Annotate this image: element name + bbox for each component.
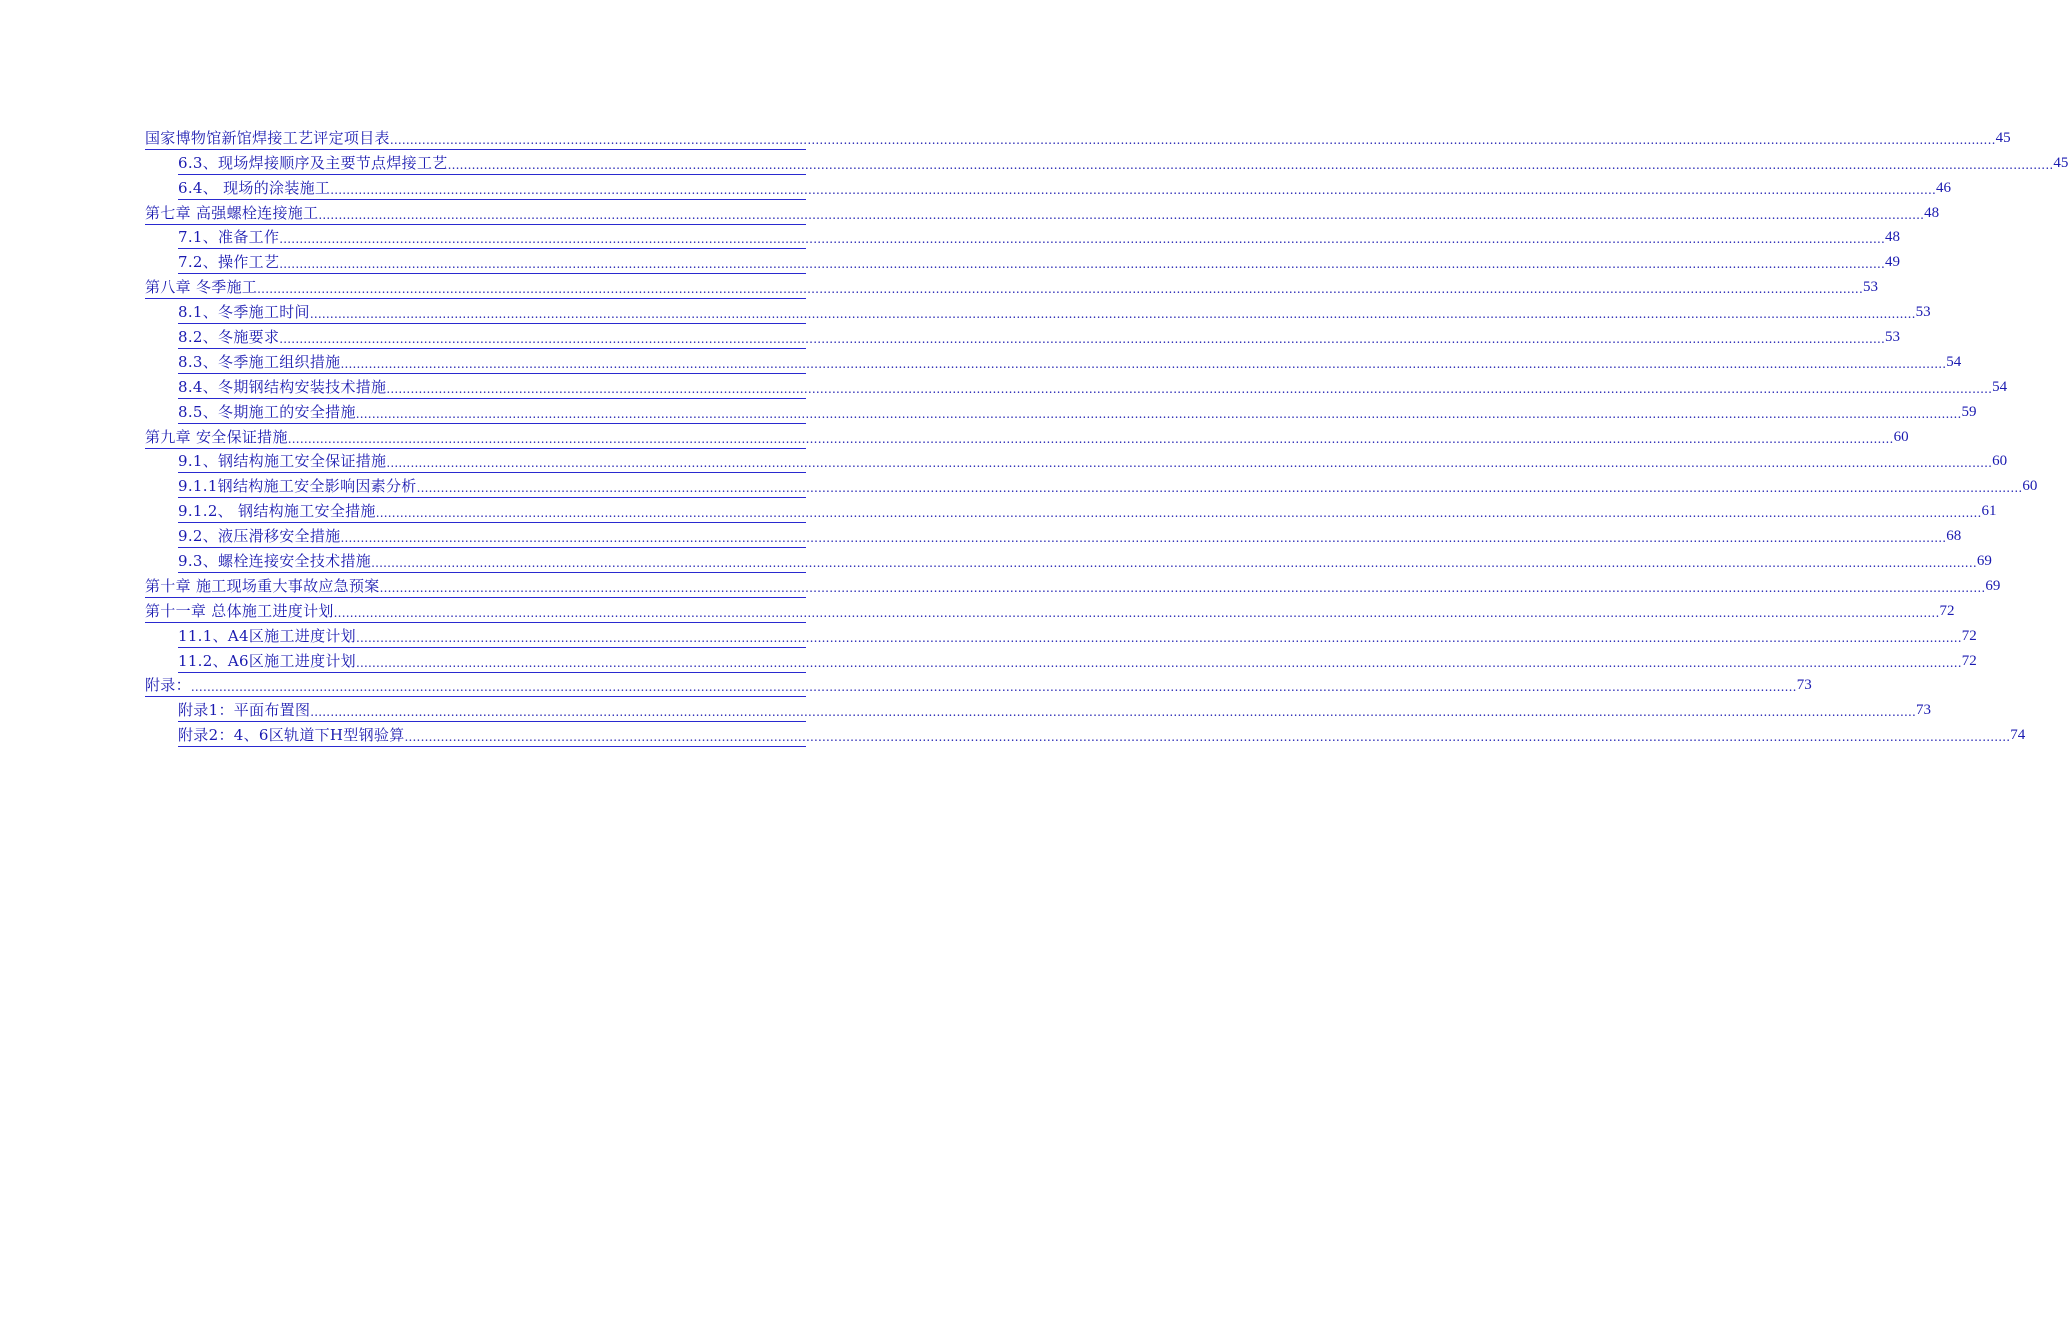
toc-link-section[interactable] xyxy=(178,722,2026,747)
toc-row xyxy=(145,424,1909,449)
toc-link-section[interactable] xyxy=(178,349,1962,374)
toc-link-section[interactable] xyxy=(178,548,1992,573)
toc-dot-leader: ................................................................................................................................................................................................................................................................................................................................................................................................................ xyxy=(279,257,1886,272)
toc-link-section[interactable] xyxy=(178,697,1932,722)
toc-row xyxy=(145,523,1962,548)
toc-dot-leader: ................................................................................................................................................................................................................................................................................................................................................................................................................ xyxy=(379,580,1986,595)
toc-row xyxy=(145,449,2008,474)
toc-entry-page: 48 xyxy=(1885,229,1901,246)
toc-entry-title: 第七章 高强螺栓连接施工 xyxy=(145,203,319,222)
toc-entry-title: 7.2、操作工艺 xyxy=(178,253,280,272)
toc-entry-title: 国家博物馆新馆焊接工艺评定项目表 xyxy=(145,128,390,147)
toc-row xyxy=(145,573,2001,598)
toc-link-chapter[interactable] xyxy=(145,598,1955,623)
toc-row xyxy=(145,623,1977,648)
toc-link-chapter[interactable] xyxy=(145,200,1940,225)
toc-entry-page: 69 xyxy=(1985,577,2001,594)
toc-entry-page: 45 xyxy=(1995,129,2011,146)
toc-link-section[interactable] xyxy=(178,648,1977,673)
toc-entry-title: 8.2、冬施要求 xyxy=(178,328,280,347)
toc-row xyxy=(145,697,1932,722)
toc-dot-leader: ................................................................................................................................................................................................................................................................................................................................................................................................................ xyxy=(340,356,1947,371)
toc-link-section[interactable] xyxy=(178,150,2068,175)
toc-dot-leader: ................................................................................................................................................................................................................................................................................................................................................................................................................ xyxy=(318,207,1925,222)
toc-row xyxy=(145,324,1901,349)
toc-link-section[interactable] xyxy=(178,225,1901,250)
toc-link-section[interactable] xyxy=(178,399,1977,424)
toc-entry-title: 11.1、A4区施工进度计划 xyxy=(178,626,356,645)
toc-entry-title: 9.3、螺栓连接安全技术措施 xyxy=(178,552,372,571)
toc-dot-leader: ................................................................................................................................................................................................................................................................................................................................................................................................................ xyxy=(330,182,1937,197)
toc-dot-leader: ................................................................................................................................................................................................................................................................................................................................................................................................................ xyxy=(386,381,1993,396)
toc-dot-leader: ................................................................................................................................................................................................................................................................................................................................................................................................................ xyxy=(355,630,1962,645)
toc-dot-leader: ................................................................................................................................................................................................................................................................................................................................................................................................................ xyxy=(371,556,1977,571)
toc-entry-title: 6.3、现场焊接顺序及主要节点焊接工艺 xyxy=(178,153,448,172)
toc-dot-leader: ................................................................................................................................................................................................................................................................................................................................................................................................................ xyxy=(190,680,1797,695)
toc-dot-leader: ................................................................................................................................................................................................................................................................................................................................................................................................................ xyxy=(333,605,1940,620)
toc-dot-leader: ................................................................................................................................................................................................................................................................................................................................................................................................................ xyxy=(257,282,1863,297)
toc-dot-leader: ................................................................................................................................................................................................................................................................................................................................................................................................................ xyxy=(416,481,2023,496)
toc-entry-page: 54 xyxy=(1946,353,1962,370)
toc-entry-title: 9.1、钢结构施工安全保证措施 xyxy=(178,452,387,471)
toc-entry-page: 46 xyxy=(1936,179,1952,196)
toc-row xyxy=(145,299,1931,324)
toc-entry-page: 69 xyxy=(1976,553,1992,570)
toc-entry-page: 74 xyxy=(2010,727,2026,744)
toc-dot-leader: ................................................................................................................................................................................................................................................................................................................................................................................................................ xyxy=(389,132,1996,147)
toc-entry-page: 53 xyxy=(1915,304,1931,321)
toc-link-section[interactable] xyxy=(178,473,2038,498)
toc-entry-page: 73 xyxy=(1796,677,1812,694)
toc-row xyxy=(145,175,1952,200)
toc-link-chapter[interactable] xyxy=(145,673,1812,698)
toc-row xyxy=(145,249,1901,274)
toc-link-section[interactable] xyxy=(178,374,2008,399)
toc-entry-page: 59 xyxy=(1961,403,1977,420)
toc-row xyxy=(145,150,2068,175)
toc-row xyxy=(145,498,1997,523)
toc-entry-title: 7.1、准备工作 xyxy=(178,228,280,247)
toc-dot-leader: ................................................................................................................................................................................................................................................................................................................................................................................................................ xyxy=(340,531,1947,546)
toc-dot-leader: ................................................................................................................................................................................................................................................................................................................................................................................................................ xyxy=(279,232,1886,247)
toc-entry-page: 60 xyxy=(1992,453,2008,470)
toc-link-section[interactable] xyxy=(178,623,1977,648)
toc-row xyxy=(145,548,1992,573)
toc-row xyxy=(145,349,1962,374)
toc-entry-title: 8.4、冬期钢结构安装技术措施 xyxy=(178,377,387,396)
toc-link-section[interactable] xyxy=(178,249,1901,274)
toc-entry-title: 9.2、液压滑移安全措施 xyxy=(178,527,341,546)
toc-entry-page: 53 xyxy=(1862,279,1878,296)
toc-row xyxy=(145,200,1940,225)
toc-entry-page: 73 xyxy=(1916,702,1932,719)
toc-entry-title: 第十一章 总体施工进度计划 xyxy=(145,601,334,620)
toc-link-section[interactable] xyxy=(178,175,1952,200)
toc-entry-title: 第九章 安全保证措施 xyxy=(145,427,288,446)
toc-link-chapter[interactable] xyxy=(145,573,2001,598)
toc-entry-page: 61 xyxy=(1981,503,1997,520)
toc-link-section[interactable] xyxy=(178,498,1997,523)
toc-link-chapter[interactable] xyxy=(145,125,2011,150)
toc-row xyxy=(145,648,1977,673)
toc-link-section[interactable] xyxy=(178,299,1931,324)
toc-dot-leader: ................................................................................................................................................................................................................................................................................................................................................................................................................ xyxy=(355,655,1962,670)
toc-dot-leader: ................................................................................................................................................................................................................................................................................................................................................................................................................ xyxy=(355,406,1962,421)
toc-dot-leader: ................................................................................................................................................................................................................................................................................................................................................................................................................ xyxy=(309,307,1916,322)
toc-entry-page: 45 xyxy=(2053,154,2068,171)
toc-link-section[interactable] xyxy=(178,324,1901,349)
toc-row xyxy=(145,673,1812,698)
toc-entry-page: 72 xyxy=(1961,652,1977,669)
toc-link-chapter[interactable] xyxy=(145,424,1909,449)
toc-entry-page: 72 xyxy=(1939,602,1955,619)
toc-entry-page: 72 xyxy=(1961,627,1977,644)
toc-entry-page: 60 xyxy=(1893,428,1909,445)
toc-dot-leader: ................................................................................................................................................................................................................................................................................................................................................................................................................ xyxy=(447,157,2054,172)
toc-entry-page: 68 xyxy=(1946,528,1962,545)
toc-row xyxy=(145,473,2038,498)
toc-entry-title: 8.3、冬季施工组织措施 xyxy=(178,352,341,371)
toc-entry-title: 9.1.1钢结构施工安全影响因素分析 xyxy=(178,477,417,496)
toc-link-section[interactable] xyxy=(178,449,2008,474)
toc-entry-page: 53 xyxy=(1885,329,1901,346)
toc-entry-title: 附录： xyxy=(145,676,191,695)
toc-entry-title: 附录2：4、6区轨道下H型钢验算 xyxy=(178,726,405,745)
toc-entry-title: 9.1.2、 钢结构施工安全措施 xyxy=(178,502,376,521)
toc-dot-leader: ................................................................................................................................................................................................................................................................................................................................................................................................................ xyxy=(404,730,2011,745)
toc-row xyxy=(145,598,1955,623)
toc-entry-title: 6.4、 现场的涂装施工 xyxy=(178,178,331,197)
toc-row xyxy=(145,399,1977,424)
toc-entry-page: 49 xyxy=(1885,254,1901,271)
toc-dot-leader: ................................................................................................................................................................................................................................................................................................................................................................................................................ xyxy=(386,456,1993,471)
toc-link-section[interactable] xyxy=(178,523,1962,548)
toc-link-chapter[interactable] xyxy=(145,274,1878,299)
toc-entry-title: 8.5、冬期施工的安全措施 xyxy=(178,402,356,421)
toc-row xyxy=(145,274,1878,299)
toc-row xyxy=(145,374,2008,399)
table-of-contents xyxy=(145,125,2068,747)
toc-row xyxy=(145,125,2011,150)
toc-row xyxy=(145,225,1901,250)
toc-entry-title: 11.2、A6区施工进度计划 xyxy=(178,651,356,670)
toc-dot-leader: ................................................................................................................................................................................................................................................................................................................................................................................................................ xyxy=(310,705,1917,720)
toc-entry-page: 54 xyxy=(1992,378,2008,395)
toc-entry-title: 8.1、冬季施工时间 xyxy=(178,303,310,322)
toc-entry-title: 附录1：平面布置图 xyxy=(178,701,311,720)
toc-dot-leader: ................................................................................................................................................................................................................................................................................................................................................................................................................ xyxy=(375,506,1982,521)
toc-row xyxy=(145,722,2026,747)
toc-entry-page: 60 xyxy=(2022,478,2038,495)
toc-entry-title: 第八章 冬季施工 xyxy=(145,278,258,297)
toc-dot-leader: ................................................................................................................................................................................................................................................................................................................................................................................................................ xyxy=(287,431,1894,446)
toc-entry-page: 48 xyxy=(1924,204,1940,221)
toc-dot-leader: ................................................................................................................................................................................................................................................................................................................................................................................................................ xyxy=(279,332,1886,347)
toc-entry-title: 第十章 施工现场重大事故应急预案 xyxy=(145,576,380,595)
